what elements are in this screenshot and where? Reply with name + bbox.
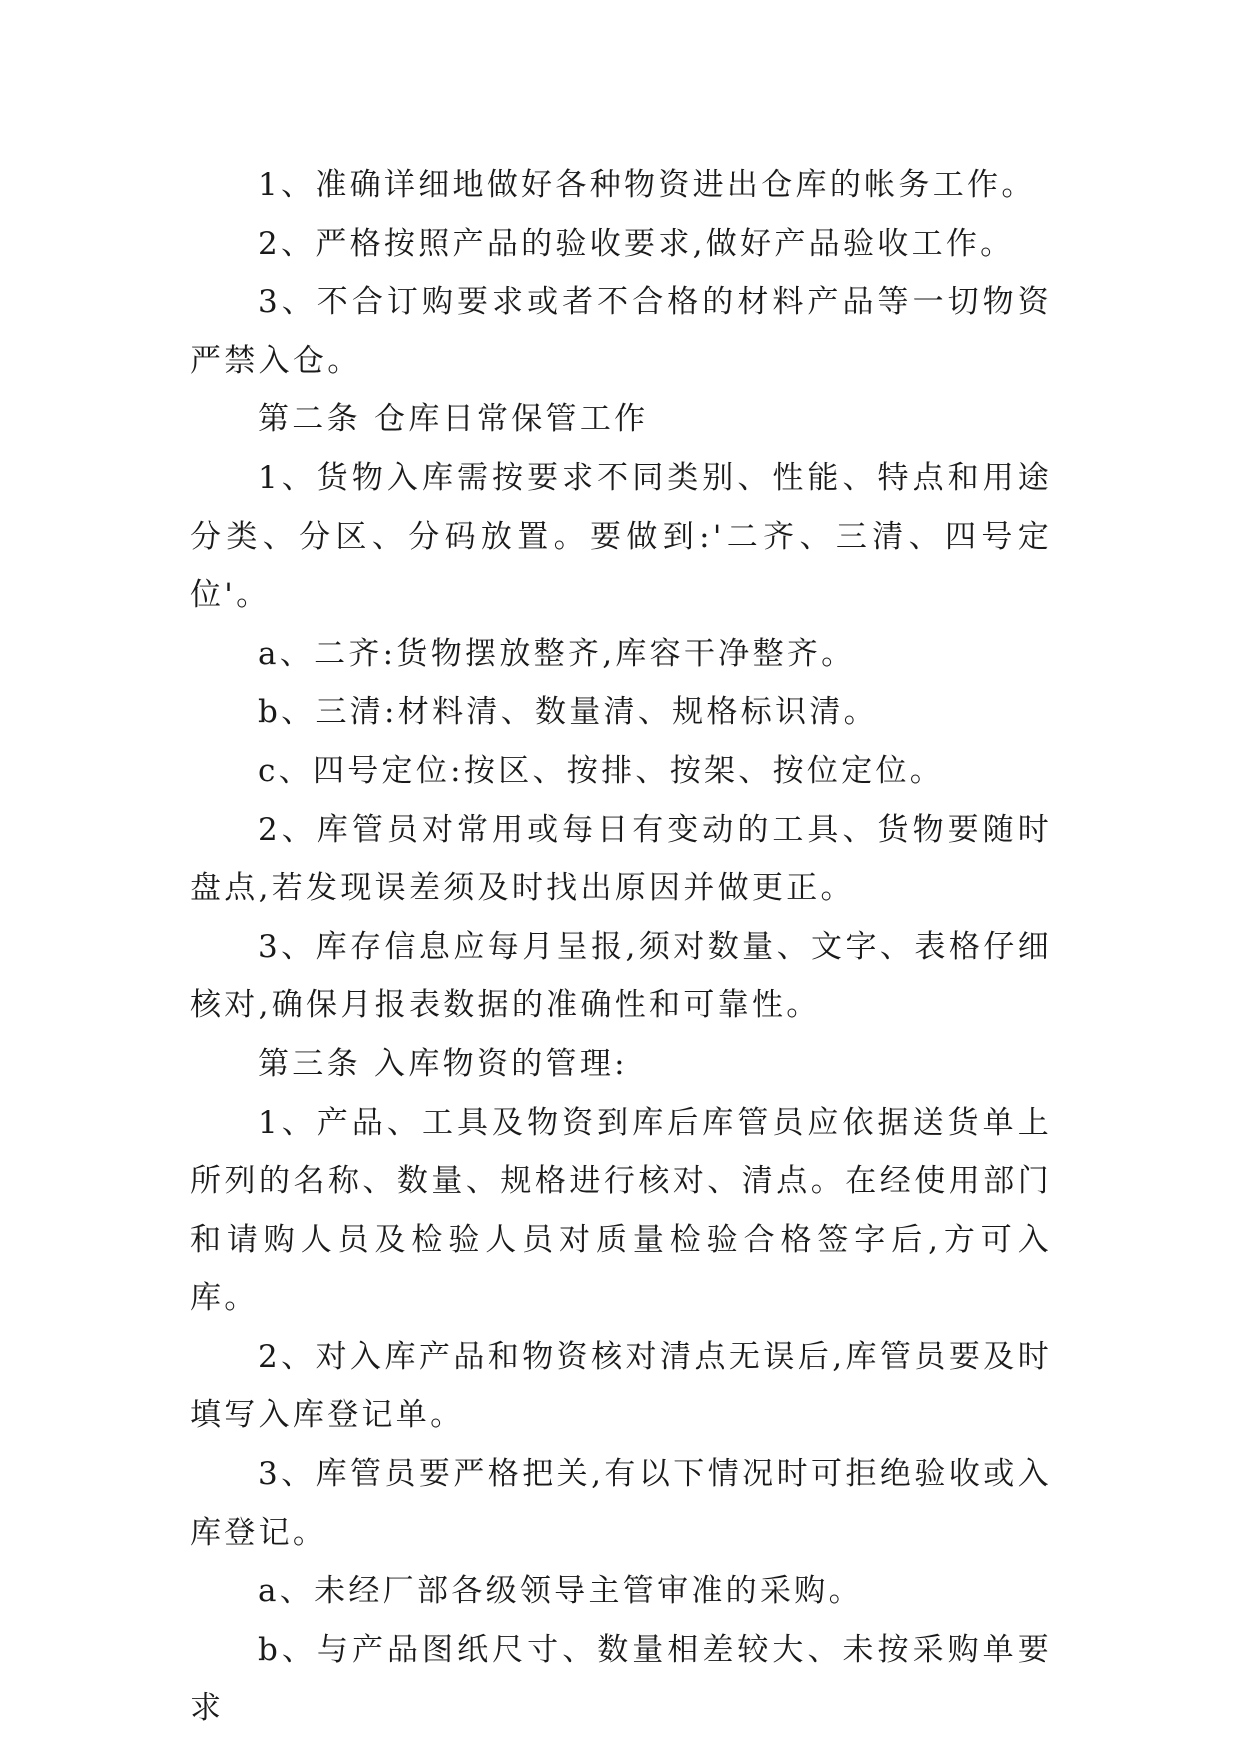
paragraph-5: a、二齐:货物摆放整齐,库容干净整齐。	[258, 635, 856, 672]
paragraph-7: c、四号定位:按区、按排、按架、按位定位。	[258, 752, 945, 789]
document-body	[190, 156, 1052, 1738]
section-heading-article-3: 第三条 入库物资的管理:	[258, 1045, 628, 1082]
paragraph-6: b、三清:材料清、数量清、规格标识清。	[258, 694, 878, 731]
paragraph-2: 2、严格按照产品的验收要求,做好产品验收工作。	[258, 225, 1015, 262]
paragraph-14: b、与产品图纸尺寸、数量相差较大、未按采购单要求	[190, 1631, 1052, 1727]
paragraph-4: 1、货物入库需按要求不同类别、性能、特点和用途分类、分区、分码放置。要做到:'二齐、三清、四号定位'。	[190, 459, 1052, 614]
paragraph-13: a、未经厂部各级领导主管审准的采购。	[258, 1573, 863, 1610]
paragraph-9: 3、库存信息应每月呈报,须对数量、文字、表格仔细核对,确保月报表数据的准确性和可靠性。	[190, 928, 1052, 1024]
paragraph-11: 2、对入库产品和物资核对清点无误后,库管员要及时填写入库登记单。	[190, 1338, 1052, 1434]
paragraph-10: 1、产品、工具及物资到库后库管员应依据送货单上所列的名称、数量、规格进行核对、清点。在经使用部门和请购人员及检验人员对质量检验合格签字后,方可入库。	[190, 1104, 1052, 1317]
paragraph-3: 3、不合订购要求或者不合格的材料产品等一切物资严禁入仓。	[190, 284, 1052, 379]
paragraph-8: 2、库管员对常用或每日有变动的工具、货物要随时盘点,若发现误差须及时找出原因并做更正。	[190, 811, 1052, 907]
section-heading-article-2: 第二条 仓库日常保管工作	[258, 401, 649, 438]
paragraph-12: 3、库管员要严格把关,有以下情况时可拒绝验收或入库登记。	[190, 1456, 1052, 1551]
paragraph-1: 1、准确详细地做好各种物资进出仓库的帐务工作。	[258, 167, 1036, 203]
